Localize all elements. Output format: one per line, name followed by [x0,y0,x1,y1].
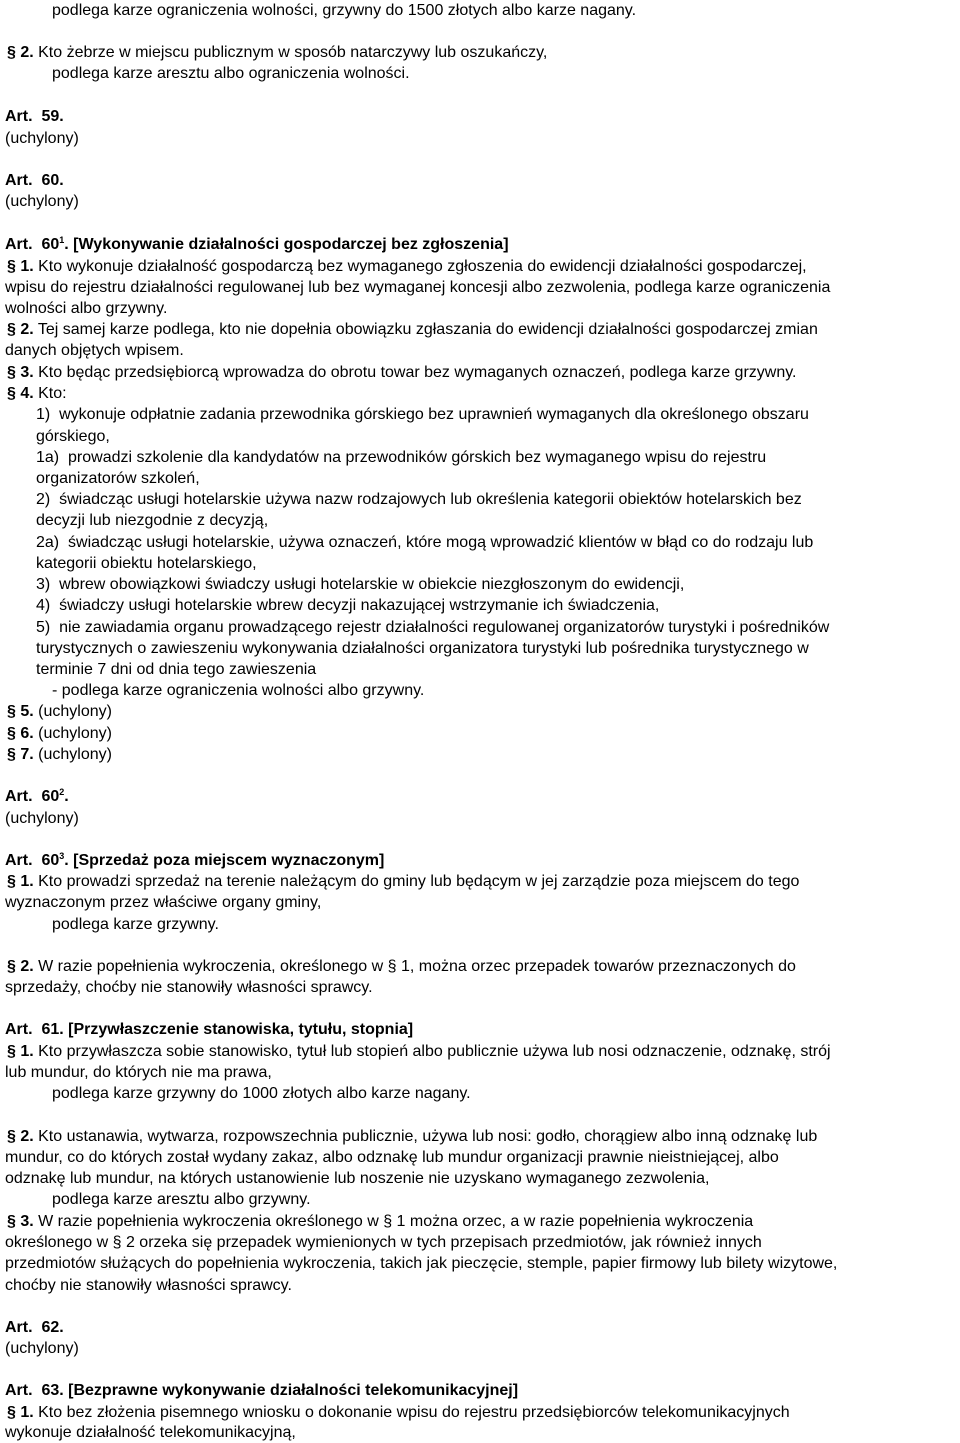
text-run: wyznaczonym przez właściwe organy gminy, [5,894,322,911]
text-run: W razie popełnienia wykroczenia określonego w § 1 można orzec, a w razie popełnienia wykroczenia [33,1213,754,1230]
paragraph-section [7,319,818,340]
text-line [5,1232,762,1253]
article-title: Art. 61. [Przywłaszczenie stanowiska, tytułu, stopnia] [5,1021,414,1038]
section-number: § 2. [7,321,34,338]
article-title: . [Sprzedaż poza miejscem wyznaczonym] [64,852,385,869]
article-heading [5,170,64,191]
superscript: 2 [59,787,65,797]
paragraph-section [7,383,67,404]
text-run: mundur, co do których został wydany zakaz, albo odznakę lub mundur organizacji prawnie nieistniejącej, albo [5,1149,779,1166]
paragraph-section [7,1041,831,1062]
paragraph-section [7,362,796,383]
text-run: (uchylony) [33,746,112,763]
text-run: Kto prowadzi sprzedaż na terenie należącym do gminy lub będącym w jej zarządzie poza miejscem do tego [33,873,800,890]
text-run: odznakę lub mundur, na których ustanowienie lub noszenie nie uzyskano wymaganego zezwolenia, [5,1170,710,1187]
article-heading [5,850,384,871]
article-heading [5,1019,413,1040]
section-number: § 6. [7,725,34,742]
text-run: wykonuje działalność telekomunikacyjną, [5,1424,296,1441]
text-run: 2a) świadcząc usługi hotelarskie, używa oznaczeń, które mogą wprowadzić klientów w błąd co do rodzaju lub [36,534,814,551]
text-run: terminie 7 dni od dnia tego zawieszenia [36,661,317,678]
text-line [52,1189,311,1210]
text-run: danych objętych wpisem. [5,342,184,359]
article-heading [5,106,64,127]
text-line [52,680,424,701]
text-run: (uchylony) [5,1340,79,1357]
superscript: 1 [59,235,65,245]
paragraph-section [7,871,799,892]
text-run: (uchylony) [33,725,112,742]
text-run: podlega karze grzywny. [52,916,219,933]
text-run: (uchylony) [5,193,79,210]
section-number: § 1. [7,258,34,275]
text-run: turystycznych o zawieszeniu wykonywania działalności organizatora turystyki lub pośrednika turystycznego w [36,640,809,657]
superscript: 3 [59,851,65,861]
text-line [5,1062,272,1083]
text-run: - podlega karze ograniczenia wolności albo grzywny. [52,682,425,699]
paragraph-section [7,723,112,744]
article-heading [5,1317,64,1338]
text-run: Kto ustanawia, wytwarza, rozpowszechnia publicznie, używa lub nosi: godło, chorągiew albo inną odznakę lub [33,1128,818,1145]
list-item [36,532,813,553]
text-run: 1a) prowadzi szkolenie dla kandydatów na przewodników górskich bez wymaganego wpisu do rejestru [36,449,767,466]
text-run: (uchylony) [5,130,79,147]
text-line [5,128,79,149]
paragraph-section [7,1402,790,1423]
text-run: Kto żebrze w miejscu publicznym w sposób natarczywy lub oszukańczy, [33,44,548,61]
text-run: 4) świadczy usługi hotelarskie wbrew decyzji nakazującej wstrzymanie ich świadczenia, [36,597,660,614]
section-number: § 1. [7,1043,34,1060]
article-title: . [64,788,69,805]
paragraph-section [7,256,807,277]
text-line [5,1338,79,1359]
text-line [36,510,268,531]
section-number: § 1. [7,1404,34,1421]
text-line [5,1253,837,1274]
paragraph-section [7,42,547,63]
text-line [52,63,410,84]
text-run: Kto bez złożenia pisemnego wniosku o dokonanie wpisu do rejestru przedsiębiorców telekomunikacyjnych [33,1404,790,1421]
text-run: 1) wykonuje odpłatnie zadania przewodnika górskiego bez uprawnień wymaganych dla określonego obszaru [36,406,809,423]
text-line [5,1168,709,1189]
text-run: W razie popełnienia wykroczenia, określonego w § 1, można orzec przepadek towarów przeznaczonych do [33,958,796,975]
paragraph-section [7,701,112,722]
text-run: 2) świadcząc usługi hotelarskie używa nazw rodzajowych lub określenia kategorii obiektów hotelarskich bez [36,491,802,508]
text-line [36,468,200,489]
text-run: decyzji lub niezgodnie z decyzją, [36,512,269,529]
paragraph-section [7,1211,753,1232]
list-item [36,447,766,468]
section-number: § 7. [7,746,34,763]
text-run: Kto: [33,385,67,402]
text-run: Kto wykonuje działalność gospodarczą bez wymaganego zgłoszenia do ewidencji działalności gospodarczej, [33,258,807,275]
article-number: Art. 60 [5,852,60,869]
text-line [36,426,110,447]
text-line [5,808,79,829]
text-run: górskiego, [36,428,110,445]
list-item [36,595,659,616]
section-number: § 5. [7,703,34,720]
section-number: § 4. [7,385,34,402]
list-item [36,574,684,595]
text-line [5,340,184,361]
text-run: Tej samej karze podlega, kto nie dopełnia obowiązku zgłaszania do ewidencji działalności gospodarczej zmian [33,321,818,338]
list-item [36,489,802,510]
text-line [5,1422,296,1443]
text-run: 3) wbrew obowiązkowi świadczy usługi hotelarskie w obiekcie niezgłoszonym do ewidencji, [36,576,685,593]
text-line [5,977,373,998]
text-run: wpisu do rejestru działalności regulowanej lub bez wymaganej koncesji albo zezwolenia, podlega karze ograniczenia [5,279,831,296]
text-run: określonego w § 2 orzeka się przepadek wymienionych w tych przepisach przedmiotów, jak również innych [5,1234,762,1251]
text-line [5,892,321,913]
article-number: Art. 62. [5,1319,64,1336]
text-run: sprzedaży, choćby nie stanowiły własności sprawcy. [5,979,373,996]
article-number: Art. 59. [5,108,64,125]
list-item [36,404,809,425]
article-title: Art. 63. [Bezprawne wykonywanie działalności telekomunikacyjnej] [5,1382,519,1399]
section-number: § 1. [7,873,34,890]
text-run: wolności albo grzywny. [5,300,168,317]
paragraph-section [7,1126,817,1147]
section-number: § 2. [7,958,34,975]
section-number: § 2. [7,1128,34,1145]
text-line [5,191,79,212]
text-run: podlega karze ograniczenia wolności, grzywny do 1500 złotych albo karze nagany. [52,2,637,19]
text-run: podlega karze aresztu albo grzywny. [52,1191,311,1208]
text-run: 5) nie zawiadamia organu prowadzącego rejestr działalności regulowanej organizatorów turystyki i pośredników [36,619,830,636]
text-run: kategorii obiektu hotelarskiego, [36,555,257,572]
text-run: podlega karze grzywny do 1000 złotych albo karze nagany. [52,1085,471,1102]
section-number: § 3. [7,364,34,381]
text-line [52,914,219,935]
article-number: Art. 60. [5,172,64,189]
text-line [52,1083,471,1104]
article-heading [5,234,509,255]
article-title: . [Wykonywanie działalności gospodarczej bez zgłoszenia] [64,236,509,253]
text-run: (uchylony) [33,703,112,720]
text-line [5,298,167,319]
text-run: lub mundur, do których nie ma prawa, [5,1064,272,1081]
text-line [5,1275,292,1296]
text-run: przedmiotów służących do popełnienia wykroczenia, takich jak pieczęcie, stemple, papier firmowy lub bilety wizytowe, [5,1255,838,1272]
article-number: Art. 60 [5,236,60,253]
text-line [36,553,257,574]
section-number: § 2. [7,44,34,61]
text-line [36,638,809,659]
text-run: podlega karze aresztu albo ograniczenia wolności. [52,65,410,82]
paragraph-section [7,956,796,977]
article-number: Art. 60 [5,788,60,805]
text-run: choćby nie stanowiły własności sprawcy. [5,1277,292,1294]
text-run: organizatorów szkoleń, [36,470,200,487]
article-heading [5,1380,518,1401]
text-line [5,1147,779,1168]
text-run: Kto będąc przedsiębiorcą wprowadza do obrotu towar bez wymaganych oznaczeń, podlega karze grzywny. [33,364,797,381]
article-heading [5,786,69,807]
paragraph-section [7,744,112,765]
text-line [36,659,316,680]
list-item [36,617,829,638]
text-run: (uchylony) [5,810,79,827]
text-line [5,277,830,298]
text-run: Kto przywłaszcza sobie stanowisko, tytuł lub stopień albo publicznie używa lub nosi odznaczenie, odznakę, strój [33,1043,831,1060]
text-line [52,0,636,21]
section-number: § 3. [7,1213,34,1230]
